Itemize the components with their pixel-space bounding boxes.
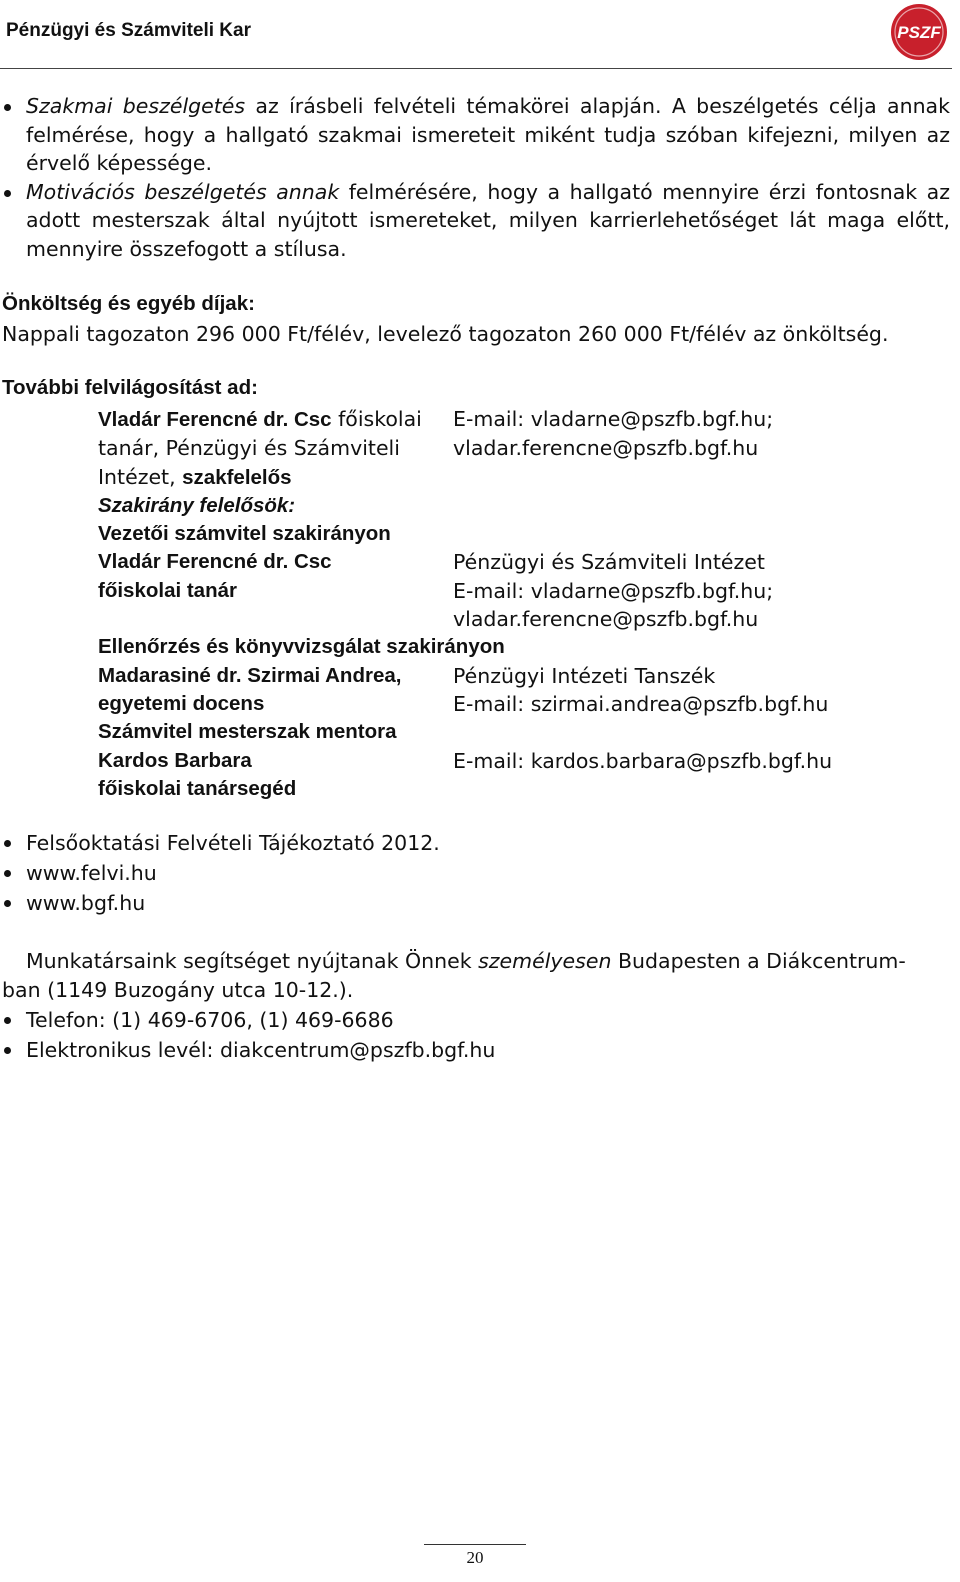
contact-name: Vladár Ferencné dr. Csc (98, 550, 332, 574)
contact-name: Madarasiné dr. Szirmai Andrea, (98, 663, 402, 687)
interview-bullets (0, 92, 950, 263)
page-number: 20 (466, 1548, 484, 1567)
contact-org: Pénzügyi Intézeti Tanszék (453, 663, 716, 688)
contact-role: egyetemi docens (98, 691, 265, 715)
contact-email: vladar.ferencne@pszfb.bgf.hu (453, 436, 759, 461)
list-item (0, 828, 950, 858)
help-contacts (0, 1005, 950, 1065)
bullet-icon (4, 190, 11, 197)
track-title: Ellenőrzés és könyvvizsgálat szakirányon (98, 635, 505, 659)
bullet-icon (4, 900, 11, 907)
footer-divider (424, 1544, 526, 1545)
contact-email: E-mail: vladarne@pszfb.bgf.hu; (453, 407, 774, 431)
contact-email: E-mail: kardos.barbara@pszfb.bgf.hu (453, 748, 833, 773)
bullet-lead: Szakmai beszélgetés (26, 94, 246, 118)
logo-text: PSZF (897, 23, 941, 42)
bullet-icon (4, 840, 11, 847)
contact-role: főiskolai tanár (98, 578, 237, 602)
links-list (0, 828, 950, 918)
link-felvi[interactable]: www.felvi.hu (26, 861, 157, 885)
contact-org: Pénzügyi és Számviteli Intézet (453, 550, 765, 575)
contact-email: E-mail: szirmai.andrea@pszfb.bgf.hu (453, 691, 829, 716)
bullet-lead: Motivációs beszélgetés annak (26, 179, 340, 204)
fees-heading: Önköltség és egyéb díjak: (2, 292, 255, 315)
list-item (0, 92, 950, 178)
email-text[interactable]: Elektronikus levél: diakcentrum@pszfb.bgf.hu (26, 1038, 496, 1062)
header-title: Pénzügyi és Számviteli Kar (6, 20, 251, 41)
phone-text: Telefon: (1) 469-6706, (1) 469-6686 (26, 1008, 394, 1032)
list-item[interactable] (0, 1035, 950, 1065)
leaders-heading: Szakirány felelősök: (98, 493, 296, 517)
pszf-logo (890, 3, 948, 61)
contact-role: főiskolai tanársegéd (98, 776, 297, 800)
contact-email: E-mail: vladarne@pszfb.bgf.hu; (453, 578, 774, 603)
contact-name: Vladár Ferencné dr. Csc (98, 408, 332, 431)
link-text: Felsőoktatási Felvételi Tájékoztató 2012. (26, 831, 440, 855)
list-item (0, 1005, 950, 1035)
contact-title: tanár, Pénzügyi és Számviteli (98, 436, 400, 461)
list-item (0, 178, 950, 264)
contact-email: vladar.ferencne@pszfb.bgf.hu (453, 607, 759, 632)
mentor-title: Számvitel mesterszak mentora (98, 720, 397, 744)
help-address: ban (1149 Buzogány utca 10-12.). (2, 977, 354, 1002)
header-divider (0, 68, 952, 69)
bullet-text: felmérésére, hogy a hallgató mennyire érzi fontosnak az adott mesterszak által nyújtott ismereteket, milyen karrierlehetőséget lát maga előtt, mennyire összefogott a stílusa. (26, 179, 950, 261)
contact-name: Kardos Barbara (98, 748, 252, 772)
contact-title: főiskolai (331, 407, 422, 431)
link-bgf[interactable]: www.bgf.hu (26, 891, 146, 915)
help-paragraph: Munkatársaink segítséget nyújtanak Önnek személyesen Budapesten a Diákcentrum- ban (1149 Buzogány utca 10-12.). (2, 947, 948, 1004)
contact-role: szakfelelős (182, 465, 292, 489)
info-heading: További felvilágosítást ad: (2, 376, 258, 399)
fees-text: Nappali tagozaton 296 000 Ft/félév, levelező tagozaton 260 000 Ft/félév az önköltség. (2, 322, 889, 346)
list-item[interactable] (0, 888, 950, 918)
contacts-block (98, 405, 938, 803)
help-italic: személyesen (478, 949, 612, 973)
track-title: Vezetői számvitel szakirányon (98, 522, 391, 546)
list-item[interactable] (0, 858, 950, 888)
contact-org: Intézet, (98, 464, 183, 489)
bullet-icon (4, 104, 11, 111)
bullet-text: az írásbeli felvételi témakörei alapján. A beszélgetés célja annak felmérése, hogy a hallgató szakmai ismereteit miként tudja szóban kifejezni, milyen az érvelő képessége. (26, 94, 950, 175)
bullet-icon (4, 1017, 11, 1024)
bullet-icon (4, 1047, 11, 1054)
bullet-icon (4, 870, 11, 877)
